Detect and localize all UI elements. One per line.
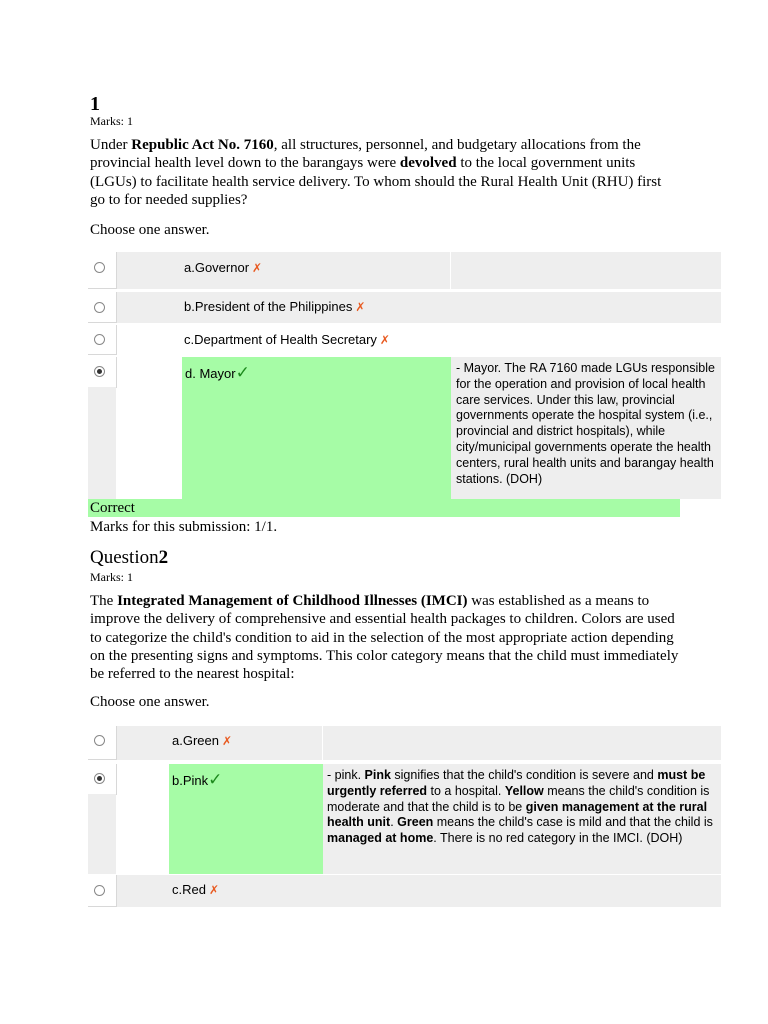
- radio-button[interactable]: [94, 334, 105, 345]
- cross-icon: ✗: [252, 261, 263, 275]
- radio-button[interactable]: [94, 735, 105, 746]
- submission-marks: Marks for this submission: 1/1.: [90, 519, 278, 535]
- question-number: Question2: [90, 547, 169, 568]
- question-marks: Marks: 1: [90, 114, 133, 128]
- feedback-text: - pink. Pink signifies that the child's condition is severe and must be urgently referred to a hospital. Yellow means the child's condition is moderate and that the child is to be given management at the rural health unit. Green means the child's case is mild and that the child is managed at home. There is no red category in the IMCI. (DOH): [327, 768, 713, 846]
- cross-icon: ✗: [355, 300, 366, 314]
- question-text: The Integrated Management of Childhood Illnesses (IMCI) was established as a means to improve the delivery of comprehensive and essential health packages to children. Colors are used to categorize the child's condition to aid in the selection of the most appropriate action depending on the presenting signs and symptoms. This color category means that the child must immediately be referred to the nearest hospital:: [90, 593, 679, 683]
- answer-label: b.President of the Philippines ✗: [184, 299, 366, 314]
- cross-icon: ✗: [221, 734, 233, 748]
- answer-option-selected[interactable]: [88, 357, 721, 499]
- radio-cell: [88, 875, 117, 907]
- radio-cell: [88, 252, 117, 289]
- radio-button-checked[interactable]: [94, 773, 105, 784]
- answer-label: b.Pink✓: [172, 770, 223, 789]
- radio-cell-fill: [88, 387, 116, 499]
- feedback-text: - Mayor. The RA 7160 made LGUs responsible for the operation and provision of local health care services. Under this law, provincial governments operate the hospital system (i.e., provincial and district hospitals), while city/municipal governments operate the health centers, rural health units and barangay health stations. (DOH): [456, 361, 715, 486]
- cross-icon: ✗: [208, 883, 220, 897]
- choose-instruction: Choose one answer.: [90, 222, 210, 238]
- answer-option-selected[interactable]: [88, 764, 721, 874]
- radio-button[interactable]: [94, 885, 105, 896]
- radio-cell-fill: [88, 794, 116, 874]
- answer-option[interactable]: [88, 252, 721, 289]
- answer-label: a.Governor ✗: [184, 260, 263, 275]
- radio-cell: [88, 726, 117, 760]
- column-divider: [450, 252, 451, 289]
- choose-instruction: Choose one answer.: [90, 694, 210, 710]
- radio-cell: [88, 292, 117, 323]
- answer-option[interactable]: [88, 726, 721, 760]
- answer-label: c.Red ✗: [172, 882, 220, 897]
- checkmark-icon: ✓: [235, 363, 250, 382]
- answer-label: a.Green ✗: [172, 733, 233, 748]
- correct-answer-cell: [169, 764, 323, 874]
- answer-label: c.Department of Health Secretary ✗: [184, 332, 390, 347]
- feedback-cell: [451, 357, 721, 499]
- radio-cell: [88, 325, 117, 355]
- answer-option[interactable]: [88, 292, 721, 323]
- answer-label: d. Mayor✓: [185, 363, 250, 382]
- checkmark-icon: ✓: [208, 770, 223, 789]
- correct-answer-cell: [182, 357, 451, 499]
- answer-option[interactable]: [88, 325, 721, 355]
- feedback-cell: [323, 764, 721, 874]
- question-number: 1: [90, 93, 100, 115]
- radio-button[interactable]: [94, 302, 105, 313]
- question-text: Under Republic Act No. 7160, all structures, personnel, and budgetary allocations from the provincial health level down to the barangays were devolved to the local government units (LGUs) to facilitate health service delivery. To whom should the Rural Health Unit (RHU) first go to for needed supplies?: [90, 137, 662, 208]
- radio-button[interactable]: [94, 262, 105, 273]
- answer-option[interactable]: [88, 875, 721, 907]
- radio-cell: [88, 357, 117, 388]
- question-marks: Marks: 1: [90, 570, 133, 584]
- radio-cell: [88, 764, 117, 795]
- radio-button-checked[interactable]: [94, 366, 105, 377]
- cross-icon: ✗: [379, 333, 390, 347]
- column-divider: [322, 726, 323, 760]
- correct-status-bar: Correct: [88, 499, 680, 517]
